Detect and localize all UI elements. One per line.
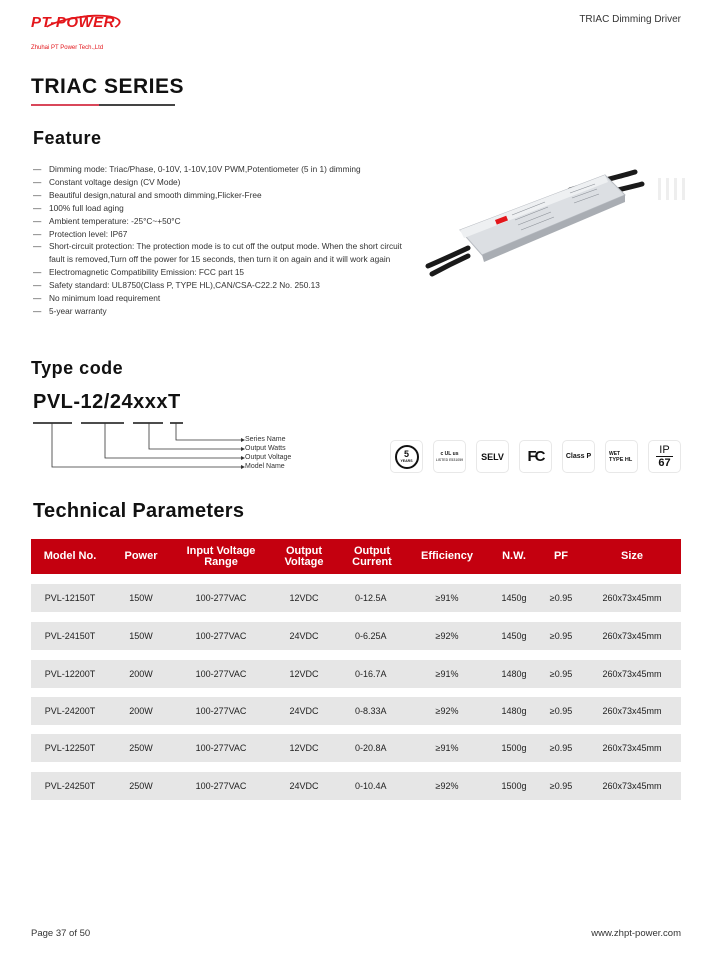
type-code-label: Output Voltage	[245, 454, 292, 461]
warranty-5-years-icon: 5 YEARS	[390, 440, 423, 473]
feature-item: — 5-year warranty	[33, 305, 107, 316]
feature-heading: Feature	[33, 128, 102, 148]
feature-item: — Constant voltage design (CV Mode)	[33, 176, 181, 187]
table-row: PVL-12250T 250W 100-277VAC 12VDC 0-20.8A ≥91% 1500g ≥0.95 260x73x45mm	[31, 734, 681, 762]
class-p-icon: Class P	[562, 440, 595, 473]
ul-listed-icon: c UL us LISTED E531059	[433, 440, 466, 473]
type-code-heading: Type code	[31, 358, 124, 378]
type-code-label: Series Name	[245, 436, 286, 443]
type-code-label: Model Name	[245, 463, 285, 470]
table-row: PVL-24250T 250W 100-277VAC 24VDC 0-10.4A ≥92% 1500g ≥0.95 260x73x45mm	[31, 772, 681, 800]
feature-item: — Beautiful design,natural and smooth dimming,Flicker-Free	[33, 189, 262, 200]
column-header: Output Current	[352, 544, 392, 568]
table-row: PVL-12150T 150W 100-277VAC 12VDC 0-12.5A ≥91% 1450g ≥0.95 260x73x45mm	[31, 584, 681, 612]
column-header: Input Voltage Range	[186, 544, 256, 568]
logo-text: PT-POWER	[31, 14, 116, 31]
page-number: Page 37 of 50	[31, 928, 91, 939]
technical-parameters-heading: Technical Parameters	[33, 500, 245, 522]
feature-item: — 100% full load aging	[33, 202, 124, 213]
fcc-icon: FC	[519, 440, 552, 473]
table-row: PVL-24200T 200W 100-277VAC 24VDC 0-8.33A ≥92% 1480g ≥0.95 260x73x45mm	[31, 697, 681, 725]
product-image	[420, 160, 710, 280]
selv-icon: SELV	[476, 440, 509, 473]
wet-type-hl-icon: WET TYPE HL	[605, 440, 638, 473]
feature-item: — Protection level: IP67	[33, 228, 128, 239]
table-row: PVL-24150T 150W 100-277VAC 24VDC 0-6.25A ≥92% 1450g ≥0.95 260x73x45mm	[31, 622, 681, 650]
document-type: TRIAC Dimming Driver	[579, 14, 681, 25]
feature-item: — Short-circuit protection: The protection mode is to cut off the output mode. When the short circuit fault is removed,Turn off the power for 15 seconds, then turn it on again and it will work again	[33, 241, 402, 265]
certification-badges	[390, 440, 681, 473]
column-header: Power	[124, 550, 158, 562]
website-link[interactable]: www.zhpt-power.com	[591, 928, 681, 939]
column-header: Output Voltage	[284, 544, 324, 568]
type-code-diagram	[33, 417, 253, 477]
type-code-label: Output Watts	[245, 445, 286, 452]
feature-item: — Dimming mode: Triac/Phase, 0-10V, 1-10V,10V PWM,Potentiometer (5 in 1) dimming	[33, 164, 361, 174]
feature-item: — Ambient temperature: -25°C~+50°C	[33, 215, 181, 226]
feature-item: — Safety standard: UL8750(Class P, TYPE HL),CAN/CSA-C22.2 No. 250.13	[33, 280, 320, 291]
type-code-pattern: PVL-12/24xxxT	[33, 391, 181, 413]
title-underline	[99, 104, 175, 106]
feature-item: — Electromagnetic Compatibility Emission: FCC part 15	[33, 267, 245, 278]
logo-subtitle: Zhuhai PT Power Tech.,Ltd	[31, 45, 104, 51]
column-header: PF	[553, 550, 569, 562]
feature-list	[33, 163, 403, 318]
title-underline-accent	[31, 104, 99, 106]
column-header: Size	[620, 550, 643, 562]
column-header: N.W.	[502, 550, 526, 562]
company-logo	[31, 14, 121, 58]
column-header: Efficiency	[421, 550, 473, 562]
feature-item: — No minimum load requirement	[33, 293, 161, 304]
table-header	[31, 539, 681, 574]
column-header: Model No.	[43, 550, 97, 562]
series-title: TRIAC SERIES	[31, 75, 185, 98]
table-row: PVL-12200T 200W 100-277VAC 12VDC 0-16.7A ≥91% 1480g ≥0.95 260x73x45mm	[31, 660, 681, 688]
ip67-icon: IP 67	[648, 440, 681, 473]
